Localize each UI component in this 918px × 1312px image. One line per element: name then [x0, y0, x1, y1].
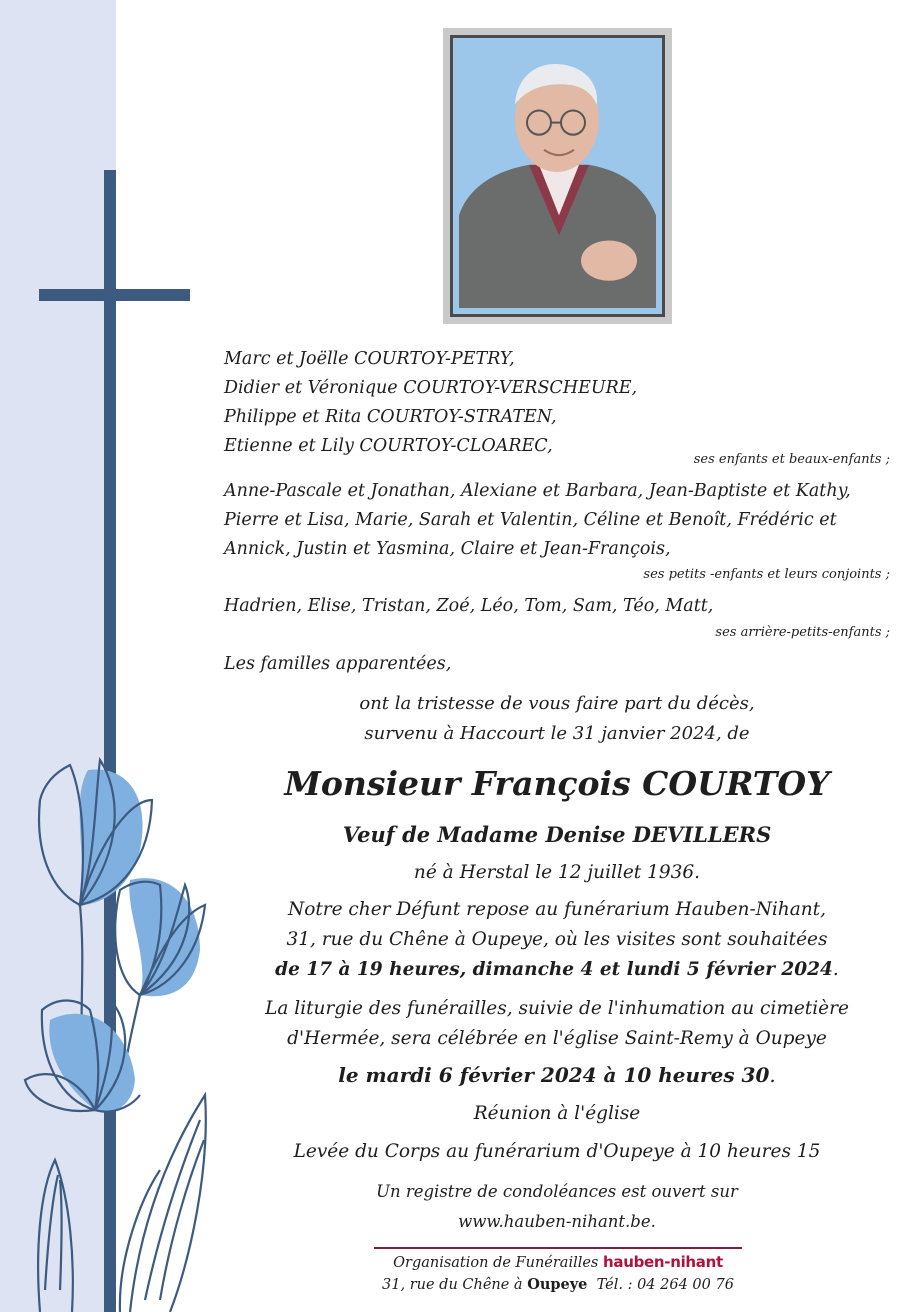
visitation-hours — [150, 959, 918, 980]
grandchildren-note: ses petits -enfants et leurs conjoints ; — [643, 567, 890, 582]
departure-line: Levée du Corps au funérarium d'Oupeye à 10 heures 15 — [293, 1141, 821, 1162]
widow-of: Veuf de Madame Denise DEVILLERS — [342, 822, 772, 847]
funeral-line-1: La liturgie des funérailles, suivie de l'inhumation au cimetière — [265, 998, 849, 1019]
portrait-photo — [459, 44, 656, 308]
family-children-line-2: Didier et Véronique COURTOY-VERSCHEURE, — [224, 378, 638, 398]
deceased-name: Monsieur François COURTOY — [284, 764, 830, 803]
funeral-date — [150, 1063, 918, 1087]
great-grandchildren-note: ses arrière-petits-enfants ; — [715, 625, 890, 640]
funeral-date-text: le mardi 6 février 2024 à 10 heures 30 — [338, 1063, 770, 1087]
condolences-line: Un registre de condoléances est ouvert sur — [376, 1182, 738, 1201]
grandchildren-line-3: Annick, Justin et Yasmina, Claire et Jean-François, — [224, 539, 671, 559]
footer-organisation — [330, 1253, 786, 1271]
visitation-hours-text: de 17 à 19 heures, dimanche 4 et lundi 5 février 2024 — [275, 959, 833, 980]
funeral-line-2: d'Hermée, sera célébrée en l'église Saint-Remy à Oupeye — [287, 1028, 827, 1049]
visitation-hours-end: . — [832, 959, 839, 980]
relatives-line: Les familles apparentées, — [224, 654, 452, 674]
footer-phone: Tél. : 04 264 00 76 — [596, 1277, 734, 1293]
condolences-url[interactable]: www.hauben-nihant.be. — [458, 1212, 656, 1231]
family-children-line-4: Etienne et Lily COURTOY-CLOAREC, — [224, 436, 553, 456]
family-children-line-3: Philippe et Rita COURTOY-STRATEN, — [224, 407, 557, 427]
footer-address — [330, 1276, 786, 1293]
portrait-frame — [443, 28, 672, 324]
announcement-line-1: ont la tristesse de vous faire part du décès, — [359, 693, 755, 714]
born-line: né à Herstal le 12 juillet 1936. — [413, 862, 701, 883]
footer-org-prefix: Organisation de Funérailles — [393, 1255, 599, 1271]
funeral-date-end: . — [769, 1063, 776, 1087]
children-note: ses enfants et beaux-enfants ; — [693, 452, 890, 467]
grandchildren-line-2: Pierre et Lisa, Marie, Sarah et Valentin, Céline et Benoît, Frédéric et — [224, 510, 837, 530]
footer-town: Oupeye — [527, 1276, 588, 1293]
announcement-line-2: survenu à Haccourt le 31 janvier 2024, de — [364, 723, 750, 744]
visitation-line-1: Notre cher Défunt repose au funérarium Hauben-Nihant, — [288, 899, 826, 920]
meeting-line: Réunion à l'église — [473, 1103, 641, 1124]
grandchildren-line-1: Anne-Pascale et Jonathan, Alexiane et Barbara, Jean-Baptiste et Kathy, — [224, 481, 851, 501]
footer-address-prefix: 31, rue du Chêne à — [382, 1277, 523, 1293]
family-children-line-1: Marc et Joëlle COURTOY-PETRY, — [224, 349, 515, 369]
brand-logo: hauben-nihant — [603, 1253, 723, 1271]
footer-rule — [374, 1247, 742, 1249]
visitation-line-2: 31, rue du Chêne à Oupeye, où les visites sont souhaitées — [286, 929, 828, 950]
great-grandchildren-line: Hadrien, Elise, Tristan, Zoé, Léo, Tom, Sam, Téo, Matt, — [224, 596, 714, 616]
